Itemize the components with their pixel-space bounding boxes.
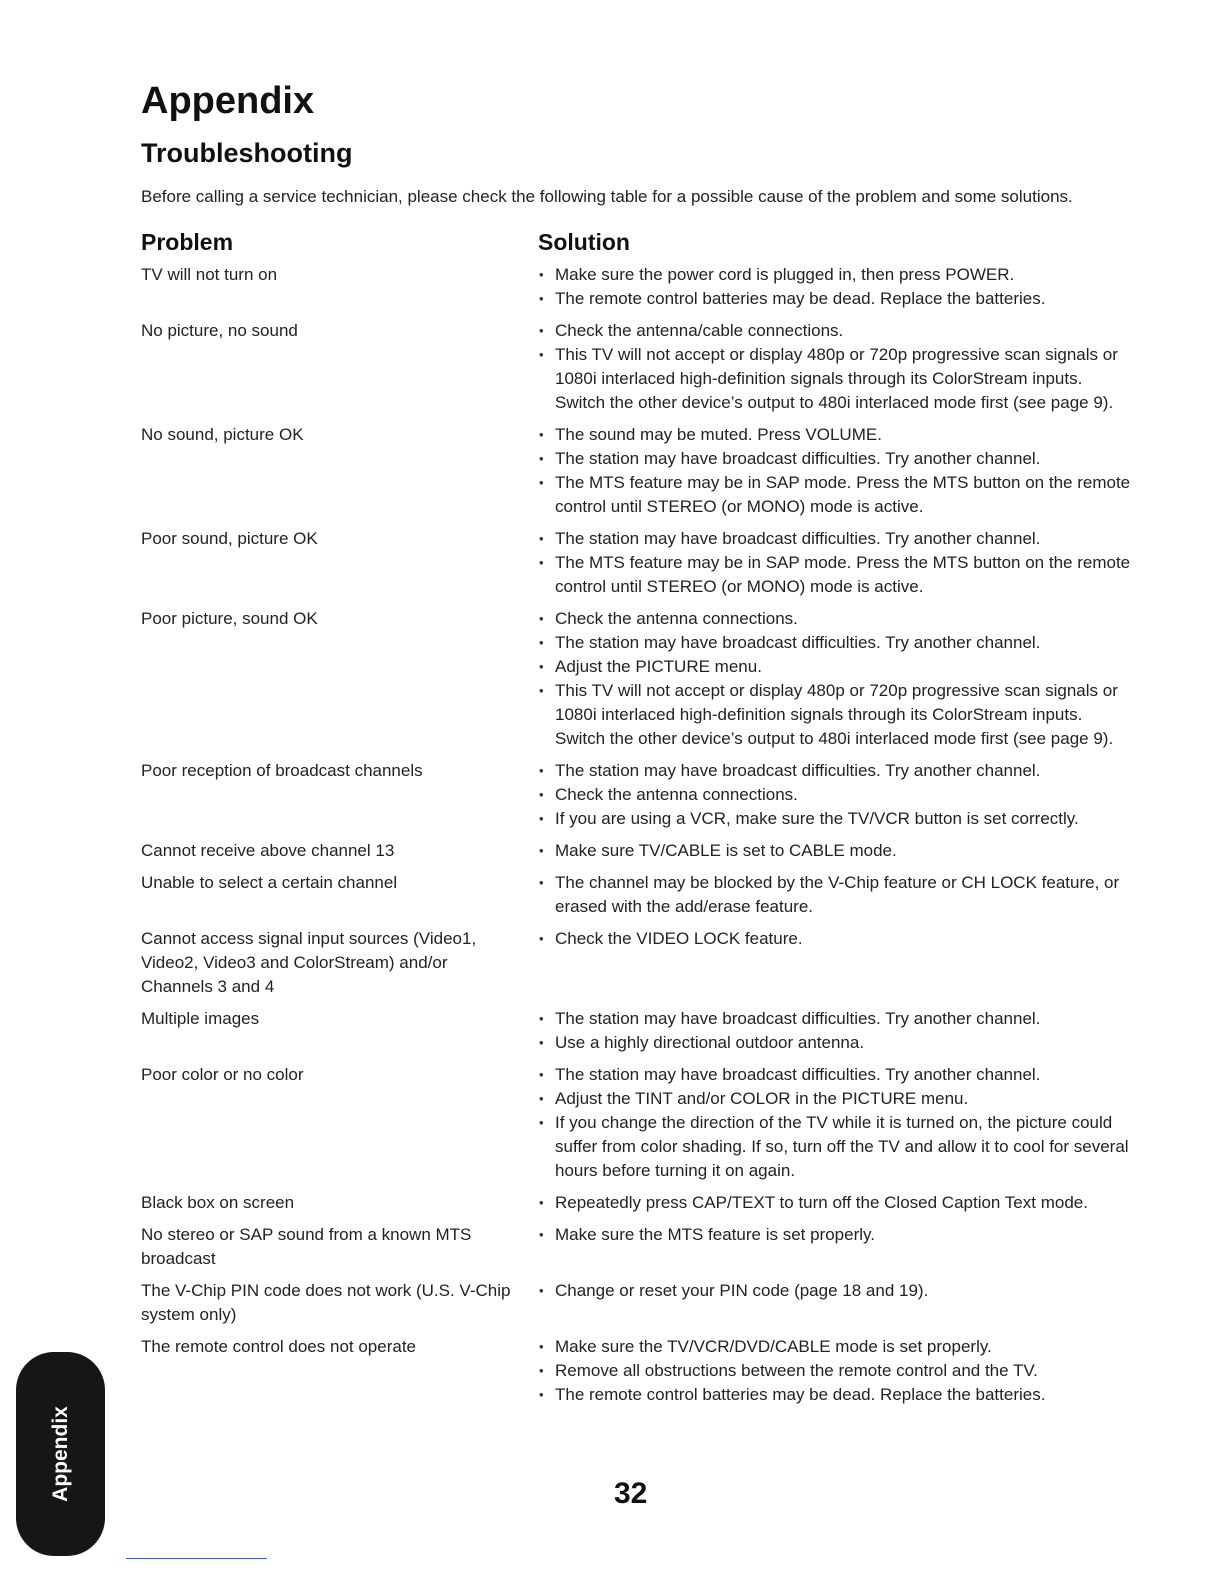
table-row <box>141 1007 1131 1055</box>
problem-cell: Poor reception of broadcast channels <box>141 761 423 780</box>
solution-column-header: Solution <box>538 229 630 255</box>
problem-cell: TV will not turn on <box>141 265 278 284</box>
solution-item: • The station may have broadcast difficulties. Try another channel. <box>538 759 1131 783</box>
solution-list <box>538 263 1131 311</box>
solution-item: • The MTS feature may be in SAP mode. Press the MTS button on the remote control until STEREO (or MONO) mode is active. <box>538 471 1131 519</box>
solution-item: • Check the VIDEO LOCK feature. <box>538 927 1131 951</box>
table-row <box>141 1279 1131 1327</box>
solution-list <box>538 1063 1131 1183</box>
solution-item: • Repeatedly press CAP/TEXT to turn off the Closed Caption Text mode. <box>538 1191 1131 1215</box>
solution-item: • Make sure TV/CABLE is set to CABLE mode. <box>538 839 1131 863</box>
solution-item: • The station may have broadcast difficulties. Try another channel. <box>538 527 1131 551</box>
solution-list <box>538 319 1131 415</box>
problem-cell: The remote control does not operate <box>141 1337 416 1356</box>
table-row <box>141 839 1131 863</box>
solution-item: • The remote control batteries may be dead. Replace the batteries. <box>538 287 1131 311</box>
troubleshooting-table <box>141 263 1131 1407</box>
table-row <box>141 1335 1131 1407</box>
solution-item: • Make sure the TV/VCR/DVD/CABLE mode is set properly. <box>538 1335 1131 1359</box>
solution-item: • The station may have broadcast difficulties. Try another channel. <box>538 631 1131 655</box>
section-side-tab <box>16 1352 105 1556</box>
problem-cell: No sound, picture OK <box>141 425 304 444</box>
solution-item: • Make sure the MTS feature is set properly. <box>538 1223 1131 1247</box>
problem-cell: No stereo or SAP sound from a known MTS broadcast <box>141 1225 472 1268</box>
solution-list <box>538 423 1131 519</box>
intro-text: Before calling a service technician, please check the following table for a possible cause of the problem and some solutions. <box>141 187 1073 206</box>
table-row <box>141 423 1131 519</box>
table-row <box>141 1063 1131 1183</box>
problem-cell: No picture, no sound <box>141 321 298 340</box>
solution-list <box>538 1335 1131 1407</box>
solution-item: • The sound may be muted. Press VOLUME. <box>538 423 1131 447</box>
page-title: Appendix <box>141 80 315 122</box>
problem-cell: Multiple images <box>141 1009 260 1028</box>
problem-cell: Poor picture, sound OK <box>141 609 318 628</box>
solution-item: • Check the antenna connections. <box>538 607 1131 631</box>
table-row <box>141 1223 1131 1271</box>
solution-item: • The station may have broadcast difficulties. Try another channel. <box>538 447 1131 471</box>
side-tab-label: Appendix <box>48 1406 72 1502</box>
problem-cell: Black box on screen <box>141 1193 295 1212</box>
solution-list <box>538 1007 1131 1055</box>
solution-list <box>538 607 1131 751</box>
solution-item: • Check the antenna/cable connections. <box>538 319 1131 343</box>
solution-item: • If you are using a VCR, make sure the TV/VCR button is set correctly. <box>538 807 1131 831</box>
problem-cell: Poor sound, picture OK <box>141 529 318 548</box>
solution-list <box>538 1223 1131 1271</box>
solution-item: • If you change the direction of the TV while it is turned on, the picture could suffer from color shading. If so, turn off the TV and allow it to cool for several hours before turning it on again. <box>538 1111 1131 1183</box>
solution-item: • The channel may be blocked by the V-Chip feature or CH LOCK feature, or erased with the add/erase feature. <box>538 871 1131 919</box>
table-row <box>141 759 1131 831</box>
solution-item: • Remove all obstructions between the remote control and the TV. <box>538 1359 1131 1383</box>
problem-cell: Poor color or no color <box>141 1065 304 1084</box>
table-row <box>141 871 1131 919</box>
section-title: Troubleshooting <box>141 138 353 168</box>
footer-rule <box>126 1558 267 1559</box>
table-row <box>141 263 1131 311</box>
solution-item: • Check the antenna connections. <box>538 783 1131 807</box>
solution-item: • Adjust the TINT and/or COLOR in the PICTURE menu. <box>538 1087 1131 1111</box>
problem-cell: Cannot access signal input sources (Video1, Video2, Video3 and ColorStream) and/or Channels 3 and 4 <box>141 929 477 996</box>
table-row <box>141 607 1131 751</box>
solution-item: • This TV will not accept or display 480p or 720p progressive scan signals or 1080i interlaced high-definition signals through its ColorStream inputs. Switch the other device’s output to 480i interlaced mode first (see page 9). <box>538 343 1131 415</box>
solution-list <box>538 527 1131 599</box>
solution-item: • Adjust the PICTURE menu. <box>538 655 1131 679</box>
problem-cell: The V-Chip PIN code does not work (U.S. V-Chip system only) <box>141 1281 511 1324</box>
solution-list <box>538 1191 1131 1215</box>
solution-item: • The station may have broadcast difficulties. Try another channel. <box>538 1007 1131 1031</box>
solution-item: • This TV will not accept or display 480p or 720p progressive scan signals or 1080i interlaced high-definition signals through its ColorStream inputs. Switch the other device’s output to 480i interlaced mode first (see page 9). <box>538 679 1131 751</box>
solution-list <box>538 927 1131 999</box>
solution-item: • The station may have broadcast difficulties. Try another channel. <box>538 1063 1131 1087</box>
solution-list <box>538 759 1131 831</box>
problem-column-header: Problem <box>141 229 234 255</box>
solution-item: • Use a highly directional outdoor antenna. <box>538 1031 1131 1055</box>
table-row <box>141 319 1131 415</box>
solution-item: • Change or reset your PIN code (page 18 and 19). <box>538 1279 1131 1303</box>
solution-item: • The MTS feature may be in SAP mode. Press the MTS button on the remote control until STEREO (or MONO) mode is active. <box>538 551 1131 599</box>
problem-cell: Unable to select a certain channel <box>141 873 398 892</box>
solution-list <box>538 1279 1131 1327</box>
problem-cell: Cannot receive above channel 13 <box>141 841 395 860</box>
solution-list <box>538 839 1131 863</box>
table-row <box>141 527 1131 599</box>
solution-list <box>538 871 1131 919</box>
solution-item: • The remote control batteries may be dead. Replace the batteries. <box>538 1383 1131 1407</box>
page-number: 32 <box>614 1477 648 1510</box>
solution-item: • Make sure the power cord is plugged in, then press POWER. <box>538 263 1131 287</box>
table-row <box>141 1191 1131 1215</box>
table-row <box>141 927 1131 999</box>
